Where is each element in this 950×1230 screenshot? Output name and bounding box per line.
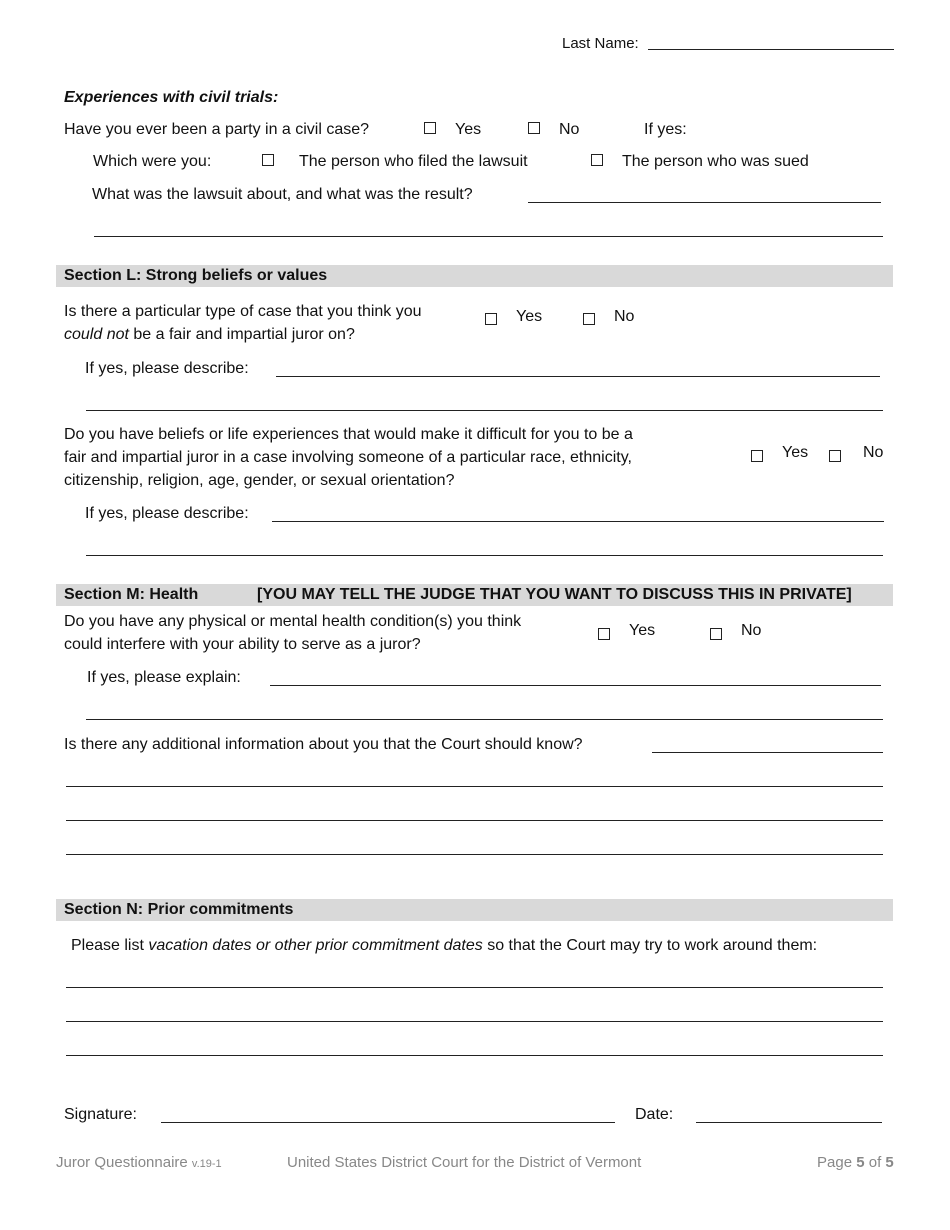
section-m-q1-no-label: No xyxy=(741,622,762,639)
last-name-label: Last Name: xyxy=(562,35,639,52)
civil-party-yes-label: Yes xyxy=(455,121,482,138)
civil-which-label: Which were you: xyxy=(93,153,212,170)
section-m-q1-yes-checkbox[interactable] xyxy=(598,628,610,640)
section-l-q1-yes-checkbox[interactable] xyxy=(485,313,497,325)
section-l-describe2-label: If yes, please describe: xyxy=(85,505,249,522)
civil-party-no-label: No xyxy=(559,121,580,138)
civil-about-question: What was the lawsuit about, and what was the result? xyxy=(92,186,473,203)
section-l-q1-no-label: No xyxy=(614,308,635,325)
date-field[interactable] xyxy=(696,1122,882,1123)
footer-form-title: Juror Questionnaire xyxy=(56,1154,188,1171)
civil-sued-label: The person who was sued xyxy=(622,153,809,170)
footer-page-number xyxy=(817,1154,894,1171)
section-l-q2-line2: fair and impartial juror in a case involving someone of a particular race, ethnicity, xyxy=(64,449,632,466)
section-m-private-note: [YOU MAY TELL THE JUDGE THAT YOU WANT TO DISCUSS THIS IN PRIVATE] xyxy=(257,586,852,603)
civil-about-field[interactable] xyxy=(528,202,881,203)
civil-filed-checkbox[interactable] xyxy=(262,154,274,166)
civil-sued-checkbox[interactable] xyxy=(591,154,603,166)
section-m-q1-no-checkbox[interactable] xyxy=(710,628,722,640)
section-m-q1-line1: Do you have any physical or mental health condition(s) you think xyxy=(64,613,522,630)
section-n-instructions xyxy=(71,936,817,956)
section-l-q1-yes-label: Yes xyxy=(516,308,543,325)
footer-page-word: Page xyxy=(817,1154,853,1171)
date-label: Date: xyxy=(635,1106,674,1123)
civil-about-field-line-2[interactable] xyxy=(94,236,883,237)
section-l-q2-no-label: No xyxy=(863,444,884,461)
signature-label: Signature: xyxy=(64,1106,137,1123)
section-m-explain-field[interactable] xyxy=(270,685,881,686)
section-m-additional-field-line-3[interactable] xyxy=(66,820,883,821)
civil-party-question: Have you ever been a party in a civil case? xyxy=(64,121,370,138)
civil-party-no-checkbox[interactable] xyxy=(528,122,540,134)
footer-page-total: 5 xyxy=(885,1154,894,1171)
section-l-describe1-field-line-2[interactable] xyxy=(86,410,883,411)
section-m-q1-yes-label: Yes xyxy=(629,622,656,639)
section-m-additional-field[interactable] xyxy=(652,752,883,753)
section-m-explain-field-line-2[interactable] xyxy=(86,719,883,720)
section-l-q1-line1: Is there a particular type of case that you think you xyxy=(64,303,422,320)
section-l-q1-line2-rest: be a fair and impartial juror on? xyxy=(128,326,355,343)
section-m-additional-question: Is there any additional information about you that the Court should know? xyxy=(64,736,583,753)
section-l-q2-line1: Do you have beliefs or life experiences that would make it difficult for you to be a xyxy=(64,426,633,443)
section-l-q2-yes-checkbox[interactable] xyxy=(751,450,763,462)
section-l-q1-no-checkbox[interactable] xyxy=(583,313,595,325)
footer-court: United States District Court for the District of Vermont xyxy=(287,1154,642,1171)
section-l-q1-line2 xyxy=(64,325,355,345)
section-n-instructions-post: so that the Court may try to work around them: xyxy=(482,937,818,954)
section-n-commitments-field-line-2[interactable] xyxy=(66,1021,883,1022)
civil-heading: Experiences with civil trials: xyxy=(64,89,279,106)
section-m-explain-label: If yes, please explain: xyxy=(87,669,241,686)
section-l-describe1-field[interactable] xyxy=(276,376,880,377)
section-l-q2-line3: citizenship, religion, age, gender, or sexual orientation? xyxy=(64,472,455,489)
civil-filed-label: The person who filed the lawsuit xyxy=(299,153,528,170)
section-l-describe2-field[interactable] xyxy=(272,521,884,522)
section-l-describe1-label: If yes, please describe: xyxy=(85,360,249,377)
civil-if-yes-label: If yes: xyxy=(644,121,687,138)
section-l-title: Section L: Strong beliefs or values xyxy=(64,267,328,284)
section-n-title: Section N: Prior commitments xyxy=(64,901,294,918)
section-l-q2-yes-label: Yes xyxy=(782,444,809,461)
section-m-q1-line2: could interfere with your ability to serve as a juror? xyxy=(64,636,421,653)
footer-form-name xyxy=(56,1154,222,1171)
section-l-q2-no-checkbox[interactable] xyxy=(829,450,841,462)
section-m-additional-field-line-2[interactable] xyxy=(66,786,883,787)
footer-of-word: of xyxy=(868,1154,882,1171)
footer-version: v.19-1 xyxy=(191,1158,222,1170)
section-n-instructions-pre: Please list xyxy=(71,937,149,954)
last-name-field[interactable] xyxy=(648,49,894,50)
section-l-q1-emphasis: could not xyxy=(64,326,129,343)
section-n-instructions-emphasis: vacation dates or other prior commitment dates xyxy=(148,937,483,954)
section-n-commitments-field-line-1[interactable] xyxy=(66,987,883,988)
signature-field[interactable] xyxy=(161,1122,615,1123)
section-n-commitments-field-line-3[interactable] xyxy=(66,1055,883,1056)
section-l-describe2-field-line-2[interactable] xyxy=(86,555,883,556)
civil-party-yes-checkbox[interactable] xyxy=(424,122,436,134)
section-m-additional-field-line-4[interactable] xyxy=(66,854,883,855)
section-m-title: Section M: Health xyxy=(64,586,199,603)
footer-page-current: 5 xyxy=(856,1154,865,1171)
